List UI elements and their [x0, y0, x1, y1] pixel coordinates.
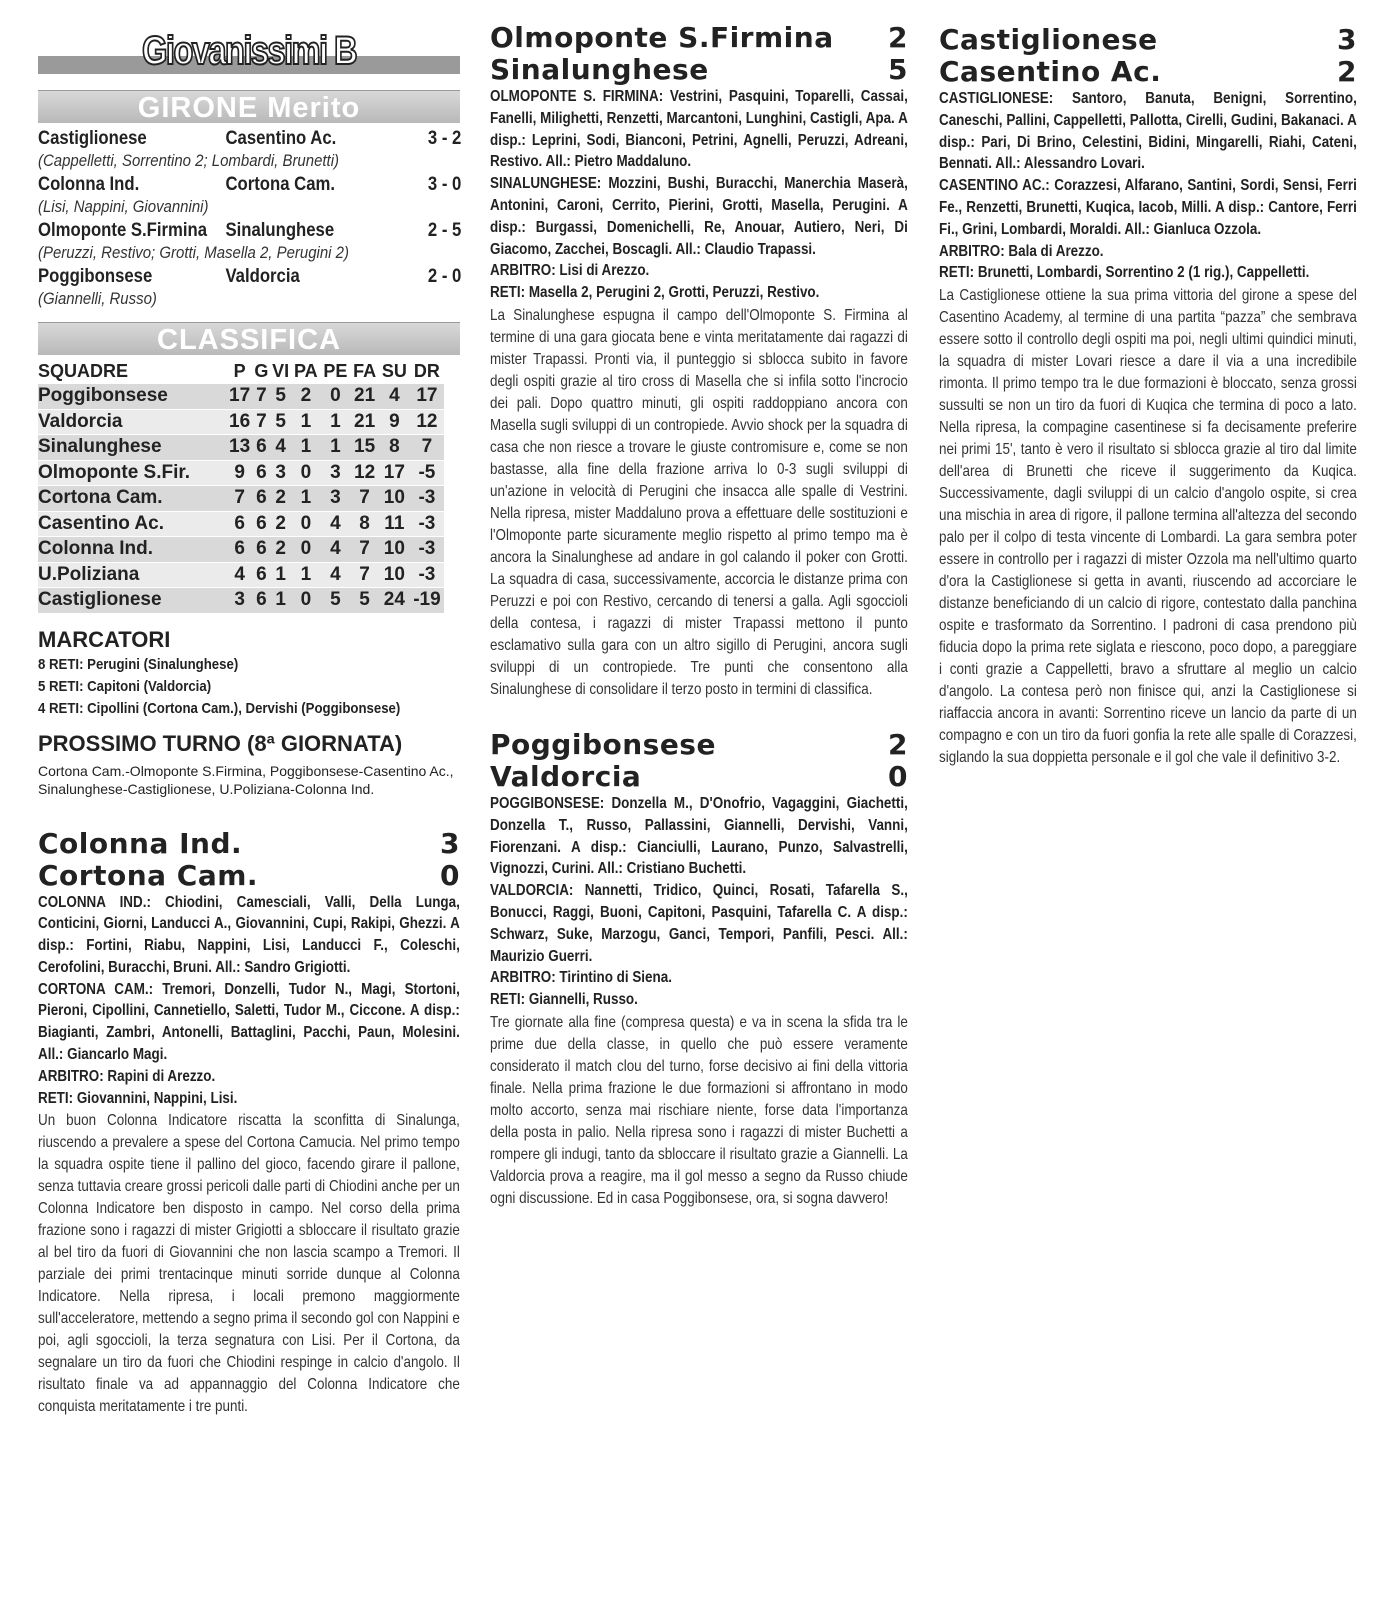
match-home-score: 3 [1337, 23, 1357, 56]
lineup-away: VALDORCIA: Nannetti, Tridico, Quinci, Rosati, Tafarella S., Bonucci, Raggi, Buoni, Capitoni, Pasquini, Tafarella C. A disp.: Schwarz, Suke, Marzogu, Ganci, Tempori, Panfili, Pesci. All.: Maurizio Guerri. [490, 882, 908, 965]
result-away: Valdorcia [225, 266, 300, 287]
match-header [490, 22, 908, 86]
result-item [38, 219, 460, 264]
result-home: Castiglionese [38, 128, 147, 149]
standings-cell: 1 [321, 435, 351, 461]
result-score: 3 - 2 [427, 128, 462, 149]
standings-row [38, 562, 444, 588]
standings-cell: 7 [350, 537, 379, 563]
standings-team: Colonna Ind. [38, 537, 227, 563]
standings-team: Valdorcia [38, 409, 227, 435]
standings-cell: 1 [291, 486, 320, 512]
standings-cell: -3 [410, 562, 444, 588]
standings-cell: 7 [410, 435, 444, 461]
referee: ARBITRO: Tirintino di Siena. [490, 969, 672, 987]
standings-cell: 2 [270, 486, 291, 512]
standings-cell: 5 [321, 588, 351, 614]
standings-team: Castiglionese [38, 588, 227, 614]
match-away-team: Cortona Cam. [38, 858, 259, 892]
standings-cell: 1 [270, 562, 291, 588]
result-score: 2 - 5 [427, 220, 462, 241]
standings-cell: 3 [321, 460, 351, 486]
standings-cell: 6 [227, 511, 253, 537]
standings-cell: 0 [291, 460, 320, 486]
match-home-score: 2 [888, 727, 908, 761]
standings-cell: 5 [350, 588, 379, 614]
standings-cell: 4 [379, 384, 410, 409]
result-item [38, 265, 460, 310]
standings-cell: 17 [227, 384, 253, 409]
match-report-text: Tre giornate alla fine (compresa questa) e va in scena la sfida tra le prime due della classe, in quello che può essere veramente considerato il match clou del turno, forse decisivo ai fini della vittoria finale. Nella prima frazione le due formazioni si affrontano in modo molto accorto, senza mai rischiare niente, forse data l'importanza della posta in palio. Nella ripresa sono i ragazzi di mister Buchetti a rompere gli indugi, tanto da sbloccare il risultato grazie a Giannelli. La Valdorcia prova a reagire, ma il gol messo a segno da Russo chiude ogni discussione. Ed in casa Poggibonsese, ora, si sogna davvero! [490, 1013, 908, 1207]
standings-header-row [38, 359, 444, 384]
match-away-team: Sinalunghese [490, 53, 709, 86]
standings-cell: 3 [270, 460, 291, 486]
left-column [38, 0, 460, 1418]
result-item [38, 127, 460, 172]
standings-cell: -3 [410, 537, 444, 563]
goals: RETI: Brunetti, Lombardi, Sorrentino 2 (1 rig.), Cappelletti. [939, 264, 1310, 282]
result-scorers: (Lisi, Nappini, Giovannini) [38, 197, 209, 216]
match-away-score: 2 [1337, 55, 1357, 88]
standings-cell: 10 [379, 486, 410, 512]
result-score: 3 - 0 [427, 174, 462, 195]
standings-row [38, 384, 444, 409]
lineup-away: CASENTINO AC.: Corazzesi, Alfarano, Santini, Sordi, Sensi, Ferri Fe., Renzetti, Brunetti, Kuqica, Iacob, Milli. A disp.: Cantore, Ferri Fi., Grini, Lombardi, Moraldi. All.: Gianluca Ozzola. [939, 177, 1357, 238]
standings-cell: 6 [253, 511, 270, 537]
standings-cell: 6 [253, 486, 270, 512]
standings-cell: 2 [270, 537, 291, 563]
col-header: PA [294, 361, 318, 381]
standings-row [38, 486, 444, 512]
match-away-score: 0 [440, 858, 460, 892]
result-home: Olmoponte S.Firmina [38, 220, 208, 241]
standings-cell: 16 [227, 409, 253, 435]
standings-cell: 0 [291, 588, 320, 614]
lineup-away: SINALUNGHESE: Mozzini, Bushi, Buracchi, Manerchia Maserà, Antonini, Caroni, Cerrito, Pierini, Grotti, Masella, Perugini. A disp.: Burgassi, Domenichelli, Re, Anouar, Autiero, Neri, Di Giacomo, Zacchei, Boscagli. All.: Claudio Trapassi. [490, 175, 908, 258]
referee: ARBITRO: Rapini di Arezzo. [38, 1067, 216, 1085]
goals: RETI: Giannelli, Russo. [490, 991, 638, 1009]
standings-team: Casentino Ac. [38, 511, 227, 537]
result-item [38, 173, 460, 218]
match-home-score: 3 [440, 826, 460, 860]
standings-cell: -5 [410, 460, 444, 486]
lineup-home: CASTIGLIONESE: Santoro, Banuta, Benigni, Sorrentino, Caneschi, Pallini, Cappelletti, Pallotta, Cirelli, Gudini, Bakanaci. A disp.: Pari, Di Brino, Celestini, Bidini, Mingarelli, Riahi, Cateni, Bennati. All.: Alessandro Lovari. [939, 90, 1357, 173]
marcatori-list [38, 654, 460, 720]
lineup-home: POGGIBONSESE: Donzella M., D'Onofrio, Vagaggini, Giachetti, Donzella T., Russo, Pallassini, Giannelli, Dervishi, Vanni, Fiorenzani. A disp.: Cianciulli, Laurano, Punzo, Salvastrelli, Vignozzi, Curini. All.: Cristiano Buchetti. [490, 794, 908, 878]
standings-cell: 6 [253, 562, 270, 588]
result-home: Poggibonsese [38, 266, 153, 287]
standings-cell: 21 [350, 409, 379, 435]
result-row [38, 219, 461, 242]
col-header: SQUADRE [38, 361, 129, 381]
standings-cell: 6 [253, 588, 270, 614]
match-report-text: La Castiglionese ottiene la sua prima vittoria del girone a spese del Casentino Academy, al termine di una partita “pazza” che sembrava essere sotto il controllo degli ospiti ma poi, negli ultimi quindici minuti, la squadra di mister Lovari riesce a dare il via a una incredibile rimonta. Il primo tempo tra le due formazioni è bloccato, senza grossi sussulti se non un tiro da fuori di Kuqica che termina di poco a lato. Nella ripresa, la compagine casentinese si fa decisamente preferire nei primi 15', tanto è vero il risultato si sblocca grazie al tiro dal limite dell'area di Brunetti che riceve il suggerimento da Kuqica. Successivamente, dagli sviluppi di un calcio d'angolo ospite, si crea una mischia in area di rigore, il pallone termina all'altezza del secondo palo per il colpo di testa vincente di Lombardi. La gara sembra poter essere in controllo per i ragazzi di mister Ozzola ma nell'ultimo quarto d'ora la Castiglionese si getta in avanti, riuscendo ad accorciare le distanze beneficiando di un calcio di rigore, contestato dalla panchina ospite e trasformato da Sorrentino. I padroni di casa prendono più fiducia dopo la prima rete siglata e riescono, poco dopo, a pareggiare i conti grazie a Cappelletti, bravo a sfruttare al meglio un calcio d'angolo. La contesa però non finisce qui, anzi la Castiglionese si riaffaccia ancora in avanti: Sorrentino riceve un lancio da parte di un compagno e con un tiro da fuori gonfia la rete alle spalle di Corazzesi, siglando la sua doppietta personale e il gol che vale il definitivo 3-2. [939, 287, 1357, 767]
match-home-team: Colonna Ind. [38, 826, 243, 860]
standings-cell: -3 [410, 511, 444, 537]
standings-body [38, 384, 444, 613]
match-home-score: 2 [888, 21, 908, 54]
standings-cell: 7 [227, 486, 253, 512]
standings-cell: 6 [227, 537, 253, 563]
standings-row [38, 435, 444, 461]
goals: RETI: Masella 2, Perugini 2, Grotti, Peruzzi, Restivo. [490, 284, 820, 302]
match-away-row [490, 761, 908, 793]
standings-cell: 6 [253, 537, 270, 563]
standings-cell: 21 [350, 384, 379, 409]
standings-row [38, 460, 444, 486]
standings-cell: 13 [227, 435, 253, 461]
standings-table [38, 359, 444, 614]
lineup-home: OLMOPONTE S. FIRMINA: Vestrini, Pasquini, Toparelli, Cassai, Fanelli, Milighetti, Renzetti, Marcantoni, Lunghini, Castigli, Apa. A disp.: Leprini, Sodi, Bianconi, Petrini, Agnelli, Peruzzi, Adreani, Restivo. All.: Pietro Maddaluno. [490, 88, 908, 171]
result-away: Cortona Cam. [225, 174, 336, 195]
standings-cell: 8 [350, 511, 379, 537]
standings-cell: 2 [291, 384, 320, 409]
lineup-home: COLONNA IND.: Chiodini, Camesciali, Valli, Della Lunga, Conticini, Giorni, Landucci A., Giovannini, Cupi, Rakipi, Ghezzi. A disp.: Fortini, Riabu, Nappini, Lisi, Landucci F., Coleschi, Cerofolini, Buracchi, Bruni. All.: Sandro Grigiotti. [38, 893, 460, 976]
match-report-text: Un buon Colonna Indicatore riscatta la sconfitta di Sinalunga, riuscendo a prevalere a spese del Cortona Camucia. Nel primo tempo la squadra ospite tiene il pallino del gioco, facendo girare il pallone, senza tuttavia creare grossi pericoli dalle parti di Chiodini anche per un Colonna Indicatore ben disposto in campo. Nel corso della prima frazione sono i ragazzi di mister Grigiotti a sbloccare il risultato grazie al bel tiro da fuori di Giovannini che non lascia scampo a Tremori. Il parziale dei primi trentacinque minuti sorride dunque al Colonna Indicatore. Nella ripresa, i locali premono maggiormente sull'acceleratore, mettendo a segno prima il secondo gol con Nappini e poi, agli sgoccioli, la terza segnatura con Lisi. Per il Cortona, da segnalare un tiro da fuori che Chiodini respinge in calcio d'angolo. Il risultato finale va ad appannaggio del Colonna Indicatore che conquista meritatamente i tre punti. [38, 1112, 460, 1416]
standings-cell: 10 [379, 562, 410, 588]
middle-column [490, 0, 908, 1210]
result-scorers: (Peruzzi, Restivo; Grotti, Masella 2, Perugini 2) [38, 243, 349, 262]
result-row [38, 127, 461, 150]
right-column [939, 0, 1357, 769]
standings-cell: 5 [270, 384, 291, 409]
standings-team: Cortona Cam. [38, 486, 227, 512]
match-home-row [939, 24, 1357, 56]
match-home-row [38, 828, 460, 860]
standings-cell: 11 [379, 511, 410, 537]
standings-cell: 1 [321, 409, 351, 435]
standings-cell: 8 [379, 435, 410, 461]
referee: ARBITRO: Lisi di Arezzo. [490, 262, 650, 280]
section-masthead [38, 29, 460, 73]
result-home: Colonna Ind. [38, 174, 140, 195]
prossimo-turno-text: Cortona Cam.-Olmoponte S.Firmina, Poggibonsese-Casentino Ac., Sinalunghese-Castiglionese, U.Poliziana-Colonna Ind. [38, 762, 454, 797]
col-header: VI [272, 361, 290, 381]
match-home-team: Olmoponte S.Firmina [490, 21, 834, 54]
standings-cell: 3 [227, 588, 253, 614]
standings-team: U.Poliziana [38, 562, 227, 588]
standings-cell: 15 [350, 435, 379, 461]
standings-cell: 7 [350, 562, 379, 588]
result-away: Casentino Ac. [225, 128, 337, 149]
standings-team: Poggibonsese [38, 384, 227, 409]
standings-cell: 12 [410, 409, 444, 435]
marcatori-line: 5 RETI: Capitoni (Valdorcia) [38, 677, 212, 695]
standings-cell: 0 [291, 537, 320, 563]
standings-cell: 7 [253, 384, 270, 409]
col-header: SU [381, 361, 407, 381]
prossimo-turno-title: PROSSIMO TURNO (8ª GIORNATA) [38, 730, 403, 756]
standings-cell: 12 [350, 460, 379, 486]
standings-cell: 4 [227, 562, 253, 588]
match-home-team: Poggibonsese [490, 727, 716, 761]
standings-cell: 1 [291, 409, 320, 435]
standings-cell: 4 [321, 537, 351, 563]
match-away-team: Valdorcia [490, 759, 642, 793]
col-header: PE [323, 361, 348, 381]
col-header: P [233, 361, 246, 381]
standings-cell: 17 [410, 384, 444, 409]
standings-cell: 9 [227, 460, 253, 486]
referee: ARBITRO: Bala di Arezzo. [939, 242, 1104, 260]
marcatori-line: 8 RETI: Perugini (Sinalunghese) [38, 655, 239, 673]
standings-cell: 5 [270, 409, 291, 435]
girone-header: GIRONE Merito [38, 90, 460, 123]
result-scorers: (Cappelletti, Sorrentino 2; Lombardi, Brunetti) [38, 151, 340, 170]
standings-cell: 7 [253, 409, 270, 435]
standings-cell: 6 [253, 435, 270, 461]
results-list [38, 127, 460, 310]
match-header [490, 729, 908, 793]
section-title: Giovanissimi B [141, 29, 356, 73]
result-score: 2 - 0 [427, 266, 462, 287]
match-header [939, 24, 1357, 88]
standings-cell: 4 [321, 562, 351, 588]
match-away-score: 0 [888, 759, 908, 793]
standings-row [38, 409, 444, 435]
match-home-row [490, 22, 908, 54]
match-away-team: Casentino Ac. [939, 55, 1162, 88]
standings-cell: 2 [270, 511, 291, 537]
standings-row [38, 511, 444, 537]
standings-cell: 1 [291, 562, 320, 588]
col-header: G [254, 361, 269, 381]
standings-cell: 0 [321, 384, 351, 409]
col-header: DR [413, 361, 440, 381]
classifica-header: CLASSIFICA [38, 322, 460, 355]
standings-cell: 1 [270, 588, 291, 614]
standings-row [38, 588, 444, 614]
col-header: FA [353, 361, 377, 381]
standings-cell: 10 [379, 537, 410, 563]
standings-team: Olmoponte S.Fir. [38, 460, 227, 486]
standings-cell: 1 [291, 435, 320, 461]
standings-row [38, 537, 444, 563]
match-report-text: La Sinalunghese espugna il campo dell'Olmoponte S. Firmina al termine di una gara giocata bene e vinta meritatamente dai ragazzi di mister Trapassi. Pronti via, il punteggio si sblocca subito in favore degli ospiti grazie al tiro cross di Masella che si infila sotto l'incrocio dei pali. Dopo quattro minuti, gli ospiti raddoppiano ancora con Masella sugli sviluppi di un contropiede. Avvio shock per la squadra di casa che non riesce a trovare le giuste contromisure e, come se non bastasse, alla fine della frazione arriva lo 0-3 sugli sviluppi di un'azione in velocità di Perugini che insacca alle spalle di Vestrini. Nella ripresa, mister Maddaluno prova a effettuare delle sostituzioni e l'Olmoponte parte sicuramente meglio rispetto al primo tempo ma è ancora la Sinalunghese ad andare in gol calando il poker con Grotti. La squadra di casa, successivamente, accorcia le distanze prima con Peruzzi e poi con Restivo, cercando di tenersi a galla. Agli sgoccioli della contesa, i ragazzi di mister Trapassi mettono il punto esclamativo sulla gara con un altro sigillo di Perugini, ancora sugli sviluppi di un contropiede. Tre punti che consentono alla Sinalunghese di consolidare il terzo posto in termini di classifica. [490, 306, 908, 698]
standings-cell: 9 [379, 409, 410, 435]
marcatori-title: MARCATORI [38, 626, 171, 652]
standings-cell: 0 [291, 511, 320, 537]
match-home-team: Castiglionese [939, 23, 1158, 56]
result-away: Sinalunghese [225, 220, 335, 241]
standings-cell: 4 [321, 511, 351, 537]
standings-cell: 6 [253, 460, 270, 486]
result-row [38, 173, 461, 196]
goals: RETI: Giovannini, Nappini, Lisi. [38, 1089, 238, 1107]
standings-cell: 4 [270, 435, 291, 461]
standings-cell: 24 [379, 588, 410, 614]
standings-team: Sinalunghese [38, 435, 227, 461]
standings-cell: 7 [350, 486, 379, 512]
match-home-row [490, 729, 908, 761]
match-away-row [490, 54, 908, 86]
result-row [38, 265, 461, 288]
match-away-score: 5 [888, 53, 908, 86]
match-away-row [38, 860, 460, 892]
marcatori-line: 4 RETI: Cipollini (Cortona Cam.), Dervishi (Poggibonsese) [38, 699, 401, 717]
standings-cell: 17 [379, 460, 410, 486]
lineup-away: CORTONA CAM.: Tremori, Donzelli, Tudor N., Magi, Stortoni, Pieroni, Cipollini, Cannetiello, Saletti, Tudor M., Ciccone. A disp.: Biagianti, Zambri, Antonelli, Battaglini, Pacchi, Paun, Molesini. All.: Giancarlo Magi. [38, 980, 460, 1064]
standings-cell: -3 [410, 486, 444, 512]
match-away-row [939, 56, 1357, 88]
standings-cell: -19 [410, 588, 444, 614]
standings-cell: 3 [321, 486, 351, 512]
result-scorers: (Giannelli, Russo) [38, 289, 157, 308]
match-header [38, 828, 460, 892]
